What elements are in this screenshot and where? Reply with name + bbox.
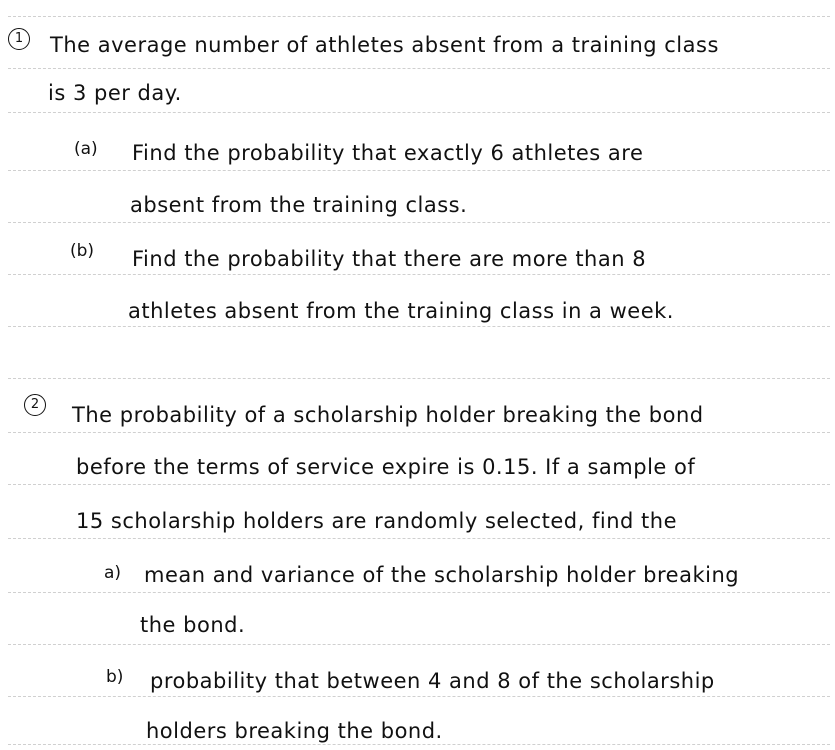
question-1b-text-line: athletes absent from the training class in a week.	[128, 299, 674, 323]
ruled-line	[8, 538, 830, 539]
ruled-line	[8, 112, 830, 113]
ruled-line	[8, 170, 830, 171]
question-2-text-line: 15 scholarship holders are randomly selected, find the	[76, 509, 677, 533]
question-2-text-line: The probability of a scholarship holder breaking the bond	[72, 403, 704, 427]
question-2b-text-line: holders breaking the bond.	[146, 719, 443, 743]
ruled-line	[8, 222, 830, 223]
question-1-text-line: is 3 per day.	[48, 81, 182, 105]
ruled-line	[8, 696, 830, 697]
ruled-line	[8, 644, 830, 645]
question-2a-label: a)	[104, 563, 122, 583]
ruled-line	[8, 68, 830, 69]
question-1a-label: (a)	[74, 139, 98, 159]
question-2b-text-line: probability that between 4 and 8 of the scholarship	[150, 669, 715, 693]
ruled-line	[8, 378, 830, 379]
question-1a-text-line: Find the probability that exactly 6 athletes are	[132, 141, 644, 165]
question-2a-text-line: mean and variance of the scholarship holder breaking	[144, 563, 740, 587]
question-2a-text-line: the bond.	[140, 613, 246, 637]
ruled-line	[8, 744, 830, 745]
question-2b-label: b)	[106, 667, 124, 687]
ruled-line	[8, 326, 830, 327]
ruled-line	[8, 274, 830, 275]
question-1-number: 1	[8, 28, 30, 50]
question-2-number: 2	[24, 394, 46, 416]
question-1b-label: (b)	[70, 241, 95, 261]
question-1-text-line: The average number of athletes absent from a training class	[50, 33, 719, 57]
ruled-line	[8, 432, 830, 433]
question-2-text-line: before the terms of service expire is 0.15. If a sample of	[76, 455, 696, 479]
question-1b-text-line: Find the probability that there are more than 8	[132, 247, 647, 271]
question-1a-text-line: absent from the training class.	[130, 193, 468, 217]
ruled-line	[8, 16, 830, 17]
ruled-line	[8, 484, 830, 485]
ruled-line	[8, 592, 830, 593]
